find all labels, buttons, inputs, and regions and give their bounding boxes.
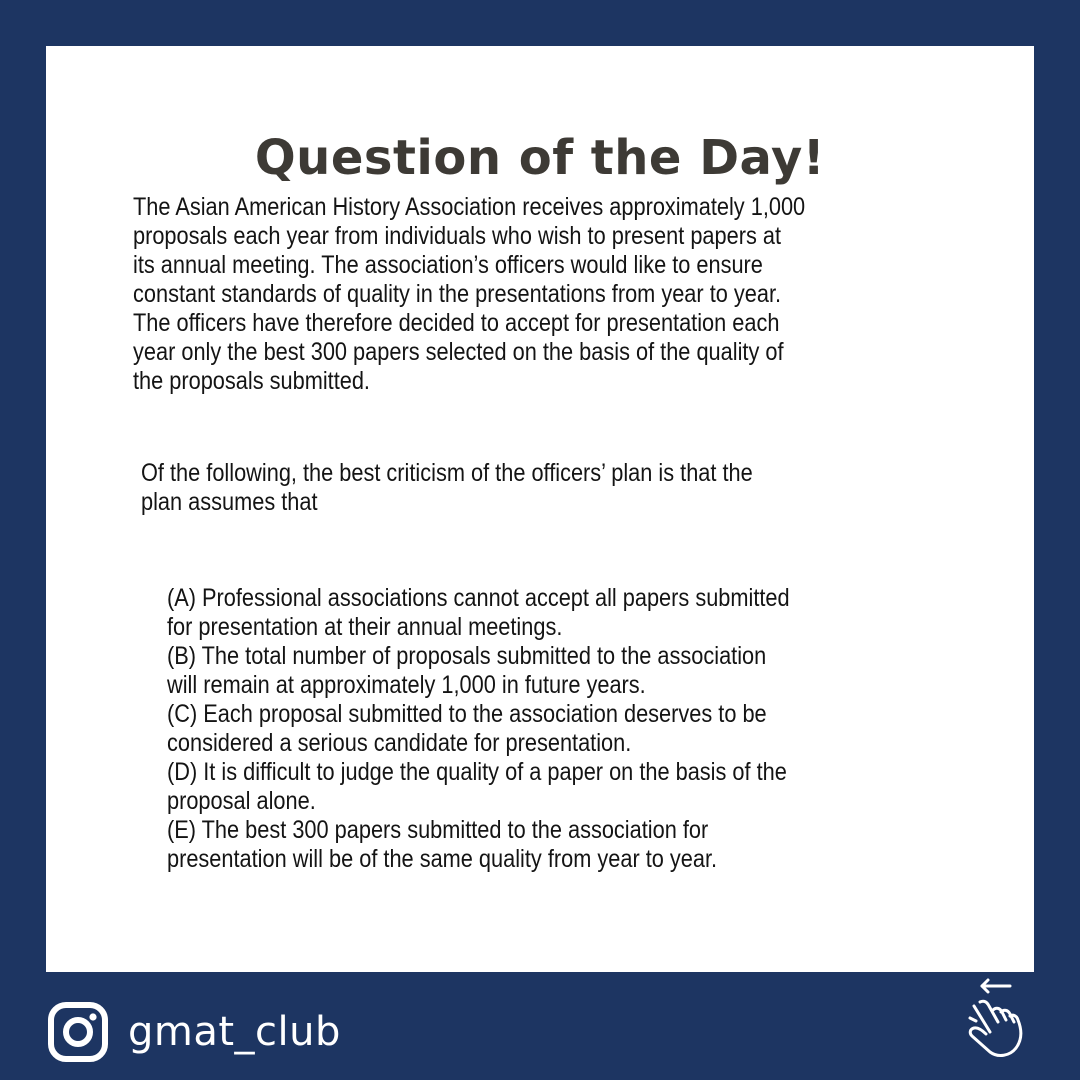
question-stem (141, 459, 753, 517)
question-card (46, 46, 1034, 972)
passage-line: The officers have therefore decided to accept for presentation each (133, 309, 780, 337)
choice-a-line: for presentation at their annual meetings. (167, 613, 563, 641)
passage-line: year only the best 300 papers selected on the basis of the quality of (133, 338, 784, 366)
instagram-icon[interactable] (48, 1002, 108, 1062)
question-passage (133, 193, 805, 396)
passage-line: the proposals submitted. (133, 367, 370, 395)
choice-d-line: proposal alone. (167, 787, 316, 815)
stem-line: Of the following, the best criticism of the officers’ plan is that the (141, 459, 753, 487)
stem-line: plan assumes that (141, 488, 318, 516)
passage-line: constant standards of quality in the presentations from year to year. (133, 280, 782, 308)
passage-line: its annual meeting. The association’s officers would like to ensure (133, 251, 763, 279)
swipe-hand-icon (960, 976, 1032, 1060)
choice-c-line: (C) Each proposal submitted to the association deserves to be (167, 700, 767, 728)
choice-c-line: considered a serious candidate for presentation. (167, 729, 632, 757)
account-handle[interactable]: gmat_club (128, 1009, 341, 1055)
choice-e-line: presentation will be of the same quality from year to year. (167, 845, 718, 873)
choice-a-line: (A) Professional associations cannot accept all papers submitted (167, 584, 790, 612)
choice-e-line: (E) The best 300 papers submitted to the association for (167, 816, 709, 844)
choice-b-line: (B) The total number of proposals submitted to the association (167, 642, 767, 670)
answer-choices (167, 584, 790, 874)
page-title: Question of the Day! (254, 130, 826, 186)
passage-line: The Asian American History Association receives approximately 1,000 (133, 193, 806, 221)
passage-line: proposals each year from individuals who wish to present papers at (133, 222, 782, 250)
choice-d-line: (D) It is difficult to judge the quality of a paper on the basis of the (167, 758, 787, 786)
choice-b-line: will remain at approximately 1,000 in future years. (167, 671, 646, 699)
